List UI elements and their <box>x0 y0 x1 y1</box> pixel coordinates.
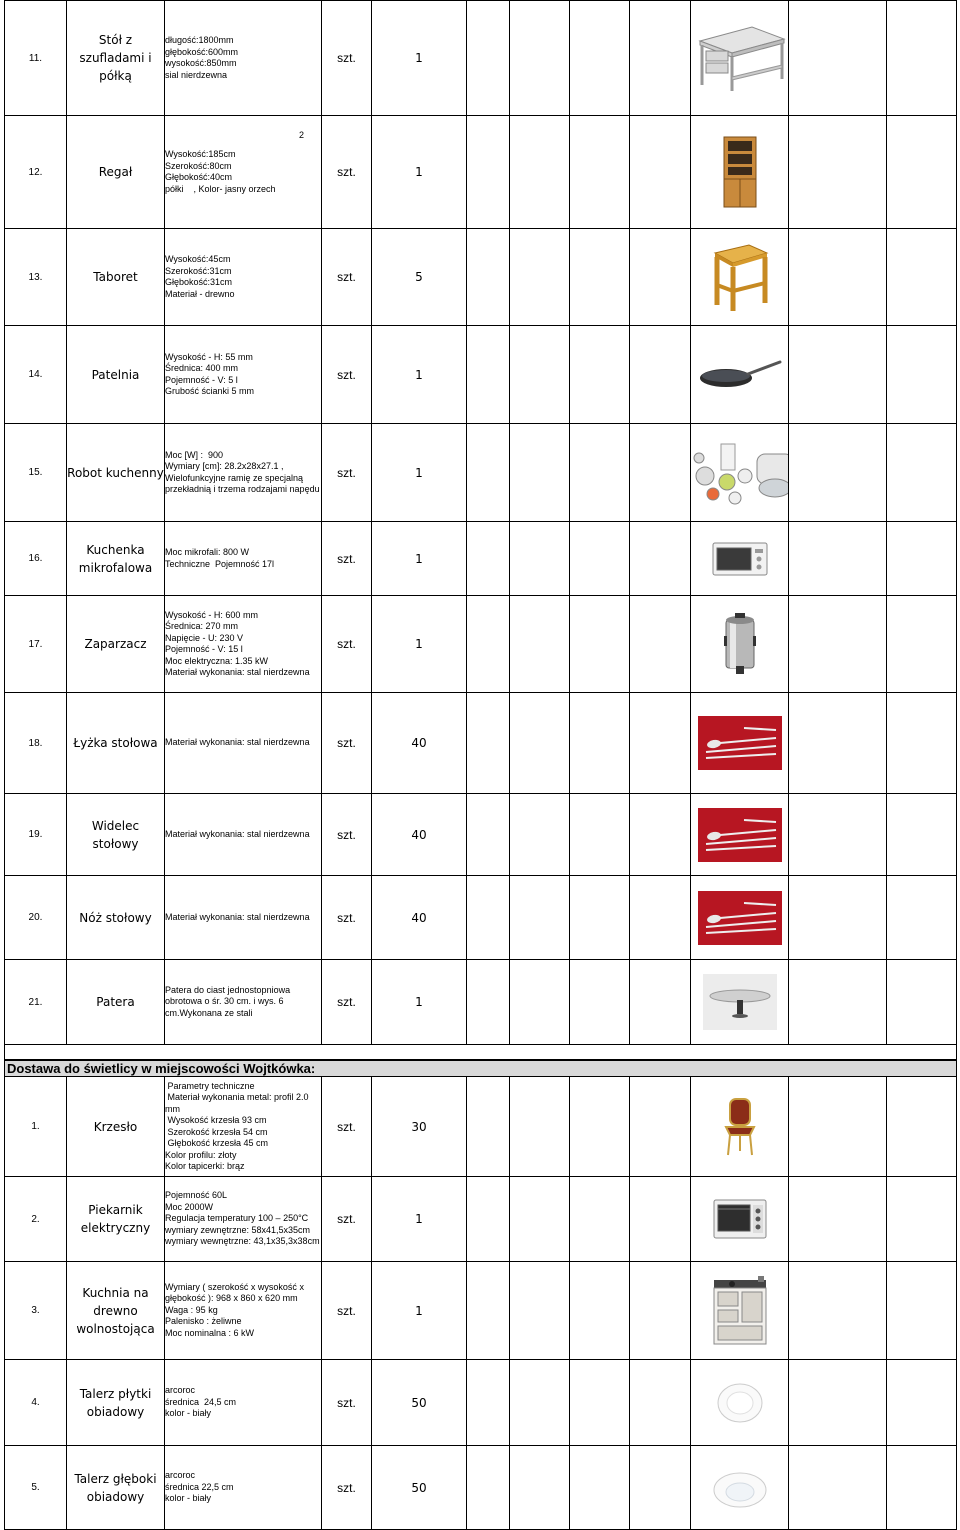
item-name: Nóż stołowy <box>67 876 165 960</box>
empty-cell <box>510 1077 570 1177</box>
item-unit: szt. <box>322 794 372 876</box>
item-specification <box>165 1077 322 1177</box>
empty-cell <box>570 960 630 1045</box>
item-quantity: 1 <box>372 960 467 1045</box>
spec-line: Wielofunkcyjne ramię ze specjalną <box>165 472 304 483</box>
empty-cell <box>887 794 957 876</box>
item-row <box>5 876 957 960</box>
item-unit: szt. <box>322 1446 372 1530</box>
item-quantity: 1 <box>372 522 467 596</box>
spec-line: Materiał wykonania: stal nierdzewna <box>165 911 310 922</box>
bookshelf-icon <box>691 135 788 209</box>
item-quantity: 1 <box>372 1 467 116</box>
spec-line: wymiary wewnętrzne: 43,1x35,3x38cm <box>165 1236 320 1247</box>
empty-cell <box>467 1262 510 1360</box>
empty-cell <box>467 1 510 116</box>
item-unit: szt. <box>322 1177 372 1262</box>
item-image <box>691 424 789 522</box>
spec-line: Szerokość krzesła 54 cm <box>165 1126 268 1137</box>
wood-stove-icon <box>691 1274 788 1348</box>
spec-line: Moc mikrofali: 800 W <box>165 547 250 557</box>
spec-line: Wysokość:185cm <box>165 149 236 159</box>
empty-cell <box>570 1177 630 1262</box>
spacer-row <box>5 1045 957 1061</box>
microwave-icon <box>691 541 788 577</box>
empty-cell <box>510 1262 570 1360</box>
item-row <box>5 116 957 229</box>
item-number: 3. <box>5 1262 67 1360</box>
item-image <box>691 522 789 596</box>
spec-line: Kolor profilu: złoty <box>165 1149 237 1160</box>
item-specification <box>165 326 322 424</box>
item-image <box>691 596 789 693</box>
food-processor-icon <box>691 436 788 510</box>
item-name: Krzesło <box>67 1077 165 1177</box>
item-specification <box>165 424 322 522</box>
empty-cell <box>630 1077 691 1177</box>
item-name: Regał <box>67 116 165 229</box>
item-quantity: 50 <box>372 1360 467 1446</box>
empty-cell <box>510 229 570 326</box>
item-unit: szt. <box>322 960 372 1045</box>
item-specification <box>165 693 322 794</box>
spec-line: arcoroc <box>165 1470 196 1481</box>
spec-line: kolor - biały <box>165 1408 212 1419</box>
empty-cell <box>630 1262 691 1360</box>
item-unit: szt. <box>322 424 372 522</box>
empty-cell <box>467 876 510 960</box>
spec-line: głębokość ): 968 x 860 x 620 mm <box>165 1293 298 1304</box>
item-row <box>5 693 957 794</box>
empty-cell <box>887 876 957 960</box>
item-unit: szt. <box>322 876 372 960</box>
empty-cell <box>510 596 570 693</box>
empty-cell <box>630 693 691 794</box>
item-unit: szt. <box>322 1 372 116</box>
empty-cell <box>887 1177 957 1262</box>
empty-cell <box>570 1 630 116</box>
spec-line: półki , Kolor- jasny orzech <box>165 183 276 194</box>
item-row <box>5 522 957 596</box>
item-name: Kuchnia na drewno wolnostojąca <box>67 1262 165 1360</box>
spec-line: Wysokość - H: 55 mm <box>165 351 253 362</box>
item-image <box>691 1 789 116</box>
item-number: 15. <box>5 424 67 522</box>
empty-cell <box>630 1 691 116</box>
item-row <box>5 1077 957 1177</box>
cutlery-icon <box>691 808 788 862</box>
empty-cell <box>510 326 570 424</box>
item-number: 11. <box>5 1 67 116</box>
item-unit: szt. <box>322 596 372 693</box>
spec-line: Techniczne Pojemność 17l <box>165 558 275 569</box>
empty-cell <box>510 693 570 794</box>
empty-cell <box>467 1177 510 1262</box>
empty-cell <box>570 794 630 876</box>
spec-line: Wysokość:45cm <box>165 254 231 264</box>
empty-cell <box>570 116 630 229</box>
item-quantity: 1 <box>372 1177 467 1262</box>
empty-cell <box>789 1360 887 1446</box>
empty-cell <box>570 1446 630 1530</box>
spec-line: Moc elektryczna: 1.35 kW <box>165 655 269 666</box>
item-specification <box>165 1360 322 1446</box>
empty-cell <box>789 693 887 794</box>
empty-cell <box>630 1177 691 1262</box>
item-image <box>691 876 789 960</box>
spec-line: Parametry techniczne <box>165 1080 255 1091</box>
empty-cell <box>630 229 691 326</box>
item-row <box>5 794 957 876</box>
item-number: 1. <box>5 1077 67 1177</box>
item-row <box>5 1446 957 1530</box>
spec-line: kolor - biały <box>165 1493 212 1504</box>
empty-cell <box>887 116 957 229</box>
empty-cell <box>789 1077 887 1177</box>
spec-line: długość:1800mm <box>165 35 234 45</box>
empty-cell <box>887 596 957 693</box>
spec-line: Waga : 95 kg <box>165 1304 218 1315</box>
item-name: Patera <box>67 960 165 1045</box>
empty-cell <box>887 1446 957 1530</box>
item-row <box>5 424 957 522</box>
item-number: 13. <box>5 229 67 326</box>
item-quantity: 30 <box>372 1077 467 1177</box>
empty-cell <box>467 794 510 876</box>
item-number: 12. <box>5 116 67 229</box>
item-row <box>5 1177 957 1262</box>
steel-table-icon <box>691 23 788 93</box>
empty-cell <box>630 424 691 522</box>
empty-cell <box>887 1 957 116</box>
spec-extra: 2 <box>299 130 305 140</box>
item-number: 14. <box>5 326 67 424</box>
item-specification <box>165 1177 322 1262</box>
item-quantity: 40 <box>372 876 467 960</box>
deep-plate-icon <box>691 1466 788 1510</box>
empty-cell <box>510 960 570 1045</box>
empty-cell <box>570 229 630 326</box>
item-specification <box>165 1446 322 1530</box>
item-number: 2. <box>5 1177 67 1262</box>
item-number: 16. <box>5 522 67 596</box>
empty-cell <box>887 326 957 424</box>
cutlery-icon <box>691 716 788 770</box>
item-number: 17. <box>5 596 67 693</box>
item-quantity: 50 <box>372 1446 467 1530</box>
spec-line: Głębokość:40cm <box>165 172 233 182</box>
empty-cell <box>510 794 570 876</box>
spec-line: głębokość:600mm <box>165 46 239 57</box>
item-quantity: 1 <box>372 326 467 424</box>
spec-line: obrotowa o śr. 30 cm. i wys. 6 <box>165 996 284 1007</box>
spec-line: Materiał - drewno <box>165 288 235 299</box>
item-name: Widelec stołowy <box>67 794 165 876</box>
item-quantity: 1 <box>372 116 467 229</box>
stool-icon <box>691 241 788 313</box>
item-number: 19. <box>5 794 67 876</box>
item-image <box>691 1177 789 1262</box>
item-number: 18. <box>5 693 67 794</box>
spec-line: Pojemność - V: 15 l <box>165 644 243 654</box>
item-row <box>5 326 957 424</box>
empty-cell <box>887 1360 957 1446</box>
spec-line: średnica 22,5 cm <box>165 1481 234 1492</box>
item-image <box>691 794 789 876</box>
item-number: 4. <box>5 1360 67 1446</box>
item-row <box>5 229 957 326</box>
empty-cell <box>630 326 691 424</box>
empty-cell <box>789 794 887 876</box>
spec-line: Palenisko : żeliwne <box>165 1316 242 1327</box>
item-specification <box>165 116 322 229</box>
item-quantity: 40 <box>372 794 467 876</box>
empty-cell <box>510 876 570 960</box>
spec-line: Moc [W] : 900 <box>165 449 224 460</box>
item-specification <box>165 596 322 693</box>
chair-icon <box>691 1097 788 1157</box>
item-name: Robot kuchenny <box>67 424 165 522</box>
item-quantity: 1 <box>372 1262 467 1360</box>
item-number: 21. <box>5 960 67 1045</box>
cutlery-icon <box>691 891 788 945</box>
empty-cell <box>630 960 691 1045</box>
frying-pan-icon <box>691 358 788 392</box>
item-name: Talerz płytki obiadowy <box>67 1360 165 1446</box>
empty-cell <box>789 424 887 522</box>
item-unit: szt. <box>322 1077 372 1177</box>
empty-cell <box>789 522 887 596</box>
item-row <box>5 960 957 1045</box>
item-image <box>691 1262 789 1360</box>
item-specification <box>165 522 322 596</box>
empty-cell <box>467 116 510 229</box>
oven-icon <box>691 1198 788 1240</box>
item-name: Stół z szufladami i półką <box>67 1 165 116</box>
spec-line: Moc nominalna : 6 kW <box>165 1327 255 1338</box>
item-row <box>5 1262 957 1360</box>
item-row <box>5 596 957 693</box>
item-unit: szt. <box>322 1360 372 1446</box>
spec-line: Materiał wykonania metal: profil 2.0 <box>165 1092 309 1102</box>
item-image <box>691 1077 789 1177</box>
empty-cell <box>887 229 957 326</box>
item-unit: szt. <box>322 522 372 596</box>
empty-cell <box>467 326 510 424</box>
item-row <box>5 1 957 116</box>
empty-cell <box>510 1 570 116</box>
item-specification <box>165 876 322 960</box>
spec-line: przekładnią i trzema rodzajami napędu <box>165 484 320 494</box>
spec-line: Pojemność 60L <box>165 1190 228 1201</box>
item-specification <box>165 794 322 876</box>
spec-line: Średnica: 400 mm <box>165 363 239 373</box>
spec-line: mm <box>165 1103 180 1114</box>
empty-cell <box>789 116 887 229</box>
empty-cell <box>467 229 510 326</box>
empty-cell <box>789 1262 887 1360</box>
empty-cell <box>467 424 510 522</box>
empty-cell <box>887 1262 957 1360</box>
spec-line: Materiał wykonania: stal nierdzewna <box>165 667 310 677</box>
spec-line: Materiał wykonania: stal nierdzewna <box>165 737 310 748</box>
empty-cell <box>467 1360 510 1446</box>
empty-cell <box>630 522 691 596</box>
empty-cell <box>467 522 510 596</box>
item-specification <box>165 1 322 116</box>
empty-cell <box>570 522 630 596</box>
empty-cell <box>570 1077 630 1177</box>
spec-line: Szerokość:31cm <box>165 265 232 276</box>
empty-cell <box>887 424 957 522</box>
item-unit: szt. <box>322 229 372 326</box>
spec-line: Wysokość - H: 600 mm <box>165 609 258 620</box>
item-image <box>691 116 789 229</box>
spec-line: Szerokość:80cm <box>165 160 232 171</box>
empty-cell <box>510 1446 570 1530</box>
empty-cell <box>630 116 691 229</box>
item-number: 20. <box>5 876 67 960</box>
item-specification <box>165 960 322 1045</box>
spec-line: Wymiary ( szerokość x wysokość x <box>165 1281 304 1292</box>
spec-line: cm.Wykonana ze stali <box>165 1007 253 1018</box>
item-row <box>5 1360 957 1446</box>
item-name: Zaparzacz <box>67 596 165 693</box>
empty-cell <box>510 1360 570 1446</box>
item-image <box>691 693 789 794</box>
empty-cell <box>789 326 887 424</box>
empty-cell <box>789 876 887 960</box>
spec-line: Pojemność - V: 5 l <box>165 374 238 385</box>
empty-cell <box>570 693 630 794</box>
item-quantity: 5 <box>372 229 467 326</box>
spec-line: Średnica: 270 mm <box>165 621 239 631</box>
item-number: 5. <box>5 1446 67 1530</box>
item-name: Talerz głęboki obiadowy <box>67 1446 165 1530</box>
item-image <box>691 1446 789 1530</box>
cake-stand-icon <box>691 974 788 1030</box>
empty-cell <box>887 1077 957 1177</box>
empty-cell <box>789 229 887 326</box>
empty-cell <box>630 596 691 693</box>
empty-cell <box>887 522 957 596</box>
spec-line: Patera do ciast jednostopniowa <box>165 984 291 995</box>
item-name: Taboret <box>67 229 165 326</box>
empty-cell <box>789 960 887 1045</box>
spec-line: sial nierdzewna <box>165 69 228 80</box>
item-quantity: 1 <box>372 596 467 693</box>
empty-cell <box>789 596 887 693</box>
specification-table <box>4 0 957 1530</box>
empty-cell <box>510 116 570 229</box>
spec-line: Głębokość krzesła 45 cm <box>165 1138 269 1148</box>
spec-line: Napięcie - U: 230 V <box>165 632 244 643</box>
empty-cell <box>630 1360 691 1446</box>
spec-line: Głębokość:31cm <box>165 277 233 287</box>
empty-cell <box>570 424 630 522</box>
spec-line: Moc 2000W <box>165 1201 214 1212</box>
empty-cell <box>510 522 570 596</box>
empty-cell <box>510 1177 570 1262</box>
empty-cell <box>570 596 630 693</box>
item-unit: szt. <box>322 1262 372 1360</box>
item-image <box>691 1360 789 1446</box>
spec-line: średnica 24,5 cm <box>165 1396 237 1407</box>
item-unit: szt. <box>322 693 372 794</box>
empty-cell <box>789 1177 887 1262</box>
empty-cell <box>467 960 510 1045</box>
empty-cell <box>467 1077 510 1177</box>
empty-cell <box>570 1262 630 1360</box>
item-image <box>691 960 789 1045</box>
item-quantity: 40 <box>372 693 467 794</box>
item-name: Kuchenka mikrofalowa <box>67 522 165 596</box>
section-header-row <box>5 1060 957 1077</box>
item-name: Łyżka stołowa <box>67 693 165 794</box>
empty-cell <box>630 1446 691 1530</box>
empty-cell <box>467 1446 510 1530</box>
item-specification <box>165 229 322 326</box>
spec-line: wymiary zewnętrzne: 58x41,5x35cm <box>165 1224 311 1235</box>
empty-cell <box>570 326 630 424</box>
spec-line: Materiał wykonania: stal nierdzewna <box>165 828 310 839</box>
spec-line: Wysokość krzesła 93 cm <box>165 1115 267 1125</box>
empty-cell <box>510 424 570 522</box>
item-quantity: 1 <box>372 424 467 522</box>
empty-cell <box>630 794 691 876</box>
empty-cell <box>467 693 510 794</box>
empty-cell <box>887 960 957 1045</box>
item-specification <box>165 1262 322 1360</box>
item-image <box>691 229 789 326</box>
item-name: Piekarnik elektryczny <box>67 1177 165 1262</box>
urn-icon <box>691 612 788 676</box>
empty-cell <box>570 876 630 960</box>
empty-cell <box>630 876 691 960</box>
item-image <box>691 326 789 424</box>
spec-line: Grubość ścianki 5 mm <box>165 386 255 396</box>
empty-cell <box>570 1360 630 1446</box>
empty-cell <box>789 1 887 116</box>
item-unit: szt. <box>322 116 372 229</box>
empty-cell <box>467 596 510 693</box>
spec-line: Kolor tapicerki: brąz <box>165 1161 245 1171</box>
empty-cell <box>789 1446 887 1530</box>
empty-cell <box>887 693 957 794</box>
spec-line: arcoroc <box>165 1385 196 1396</box>
section-title: Dostawa do świetlicy w miejscowości Wojtkówka: <box>5 1060 957 1077</box>
flat-plate-icon <box>691 1382 788 1424</box>
spec-line: Regulacja temperatury 100 – 250°C <box>165 1213 309 1224</box>
spec-line: wysokość:850mm <box>165 58 237 68</box>
item-name: Patelnia <box>67 326 165 424</box>
spec-line: Wymiary [cm]: 28.2x28x27.1 , <box>165 461 284 471</box>
item-unit: szt. <box>322 326 372 424</box>
